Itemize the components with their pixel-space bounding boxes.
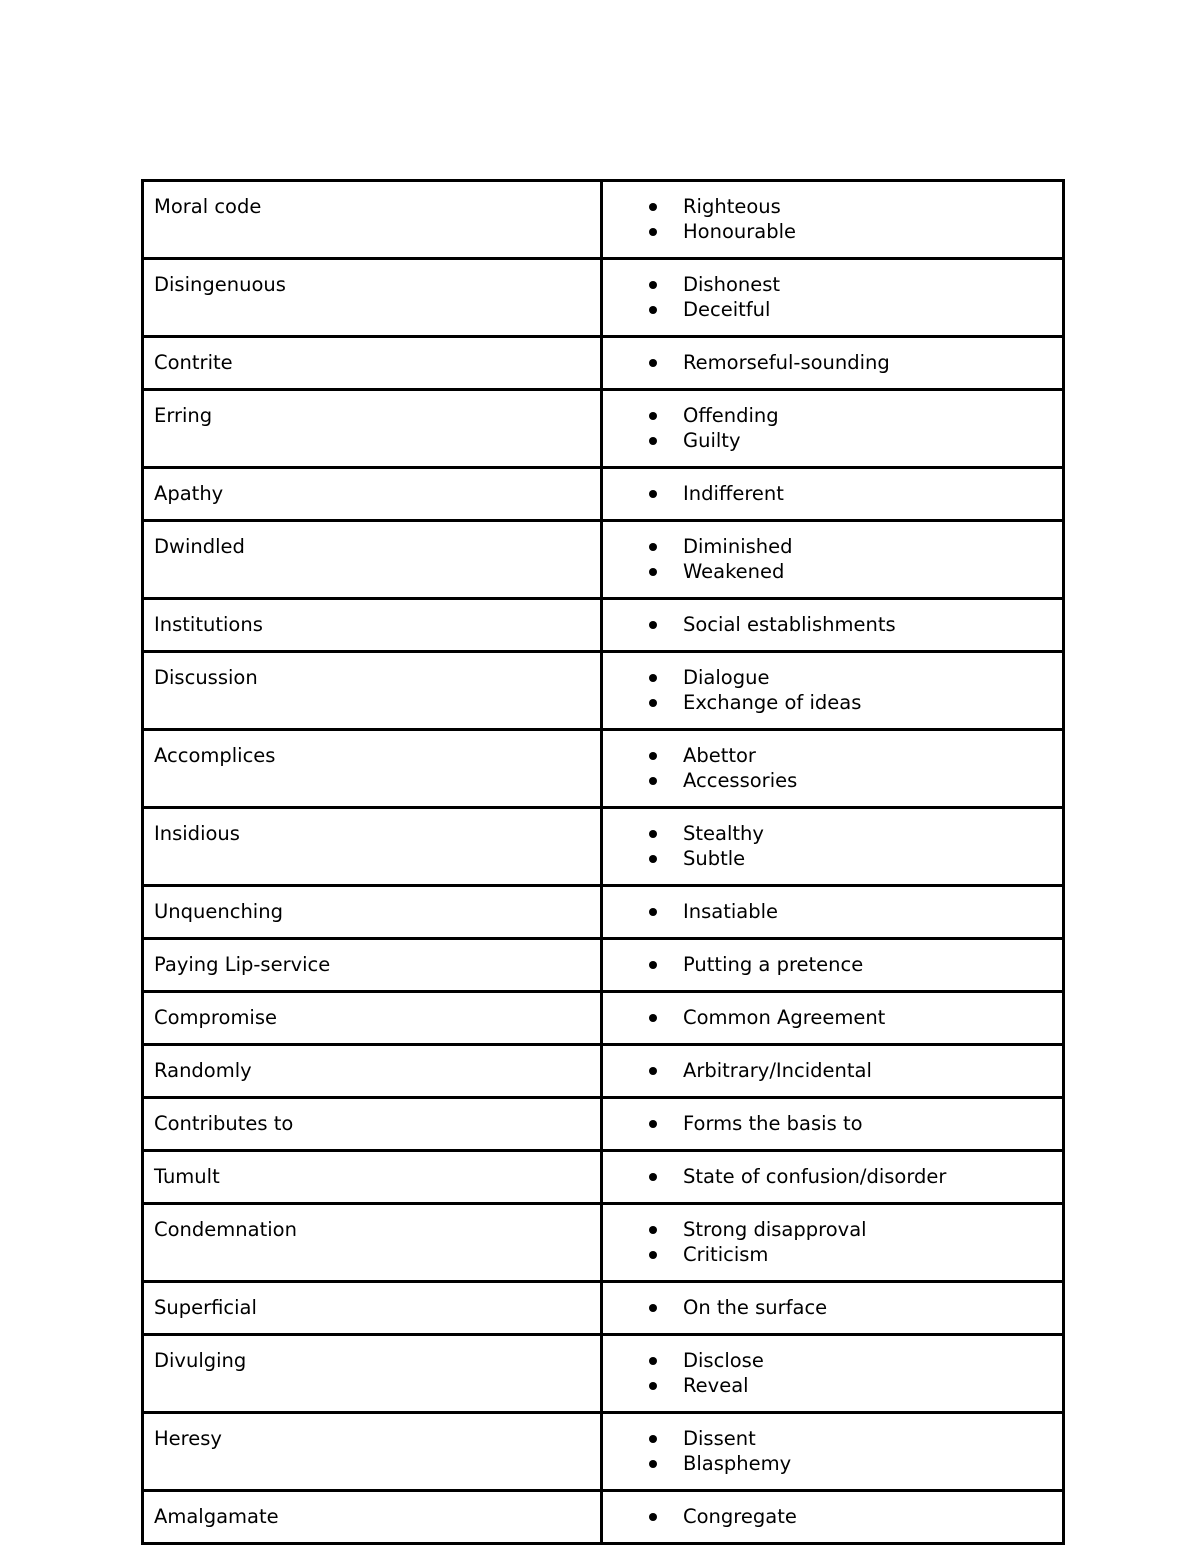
table-row	[143, 939, 1064, 992]
word-cell	[143, 1491, 602, 1544]
word-text: Discussion	[154, 666, 258, 689]
synonym-item: Dishonest	[683, 272, 1052, 297]
synonym-item: Diminished	[683, 534, 1052, 559]
synonym-list	[613, 612, 1052, 637]
synonym-cell	[602, 730, 1064, 808]
word-text: Dwindled	[154, 535, 245, 558]
synonym-list	[613, 481, 1052, 506]
synonym-list	[613, 1426, 1052, 1476]
synonym-item: Weakened	[683, 559, 1052, 584]
vocabulary-table-body	[143, 181, 1064, 1544]
synonym-cell	[602, 259, 1064, 337]
word-cell	[143, 337, 602, 390]
synonym-cell	[602, 521, 1064, 599]
table-row	[143, 1491, 1064, 1544]
table-row	[143, 730, 1064, 808]
synonym-item: Blasphemy	[683, 1451, 1052, 1476]
synonym-list	[613, 743, 1052, 793]
synonym-item: Deceitful	[683, 297, 1052, 322]
word-cell	[143, 259, 602, 337]
synonym-item: State of confusion/disorder	[683, 1164, 1052, 1189]
synonym-item: Disclose	[683, 1348, 1052, 1373]
synonym-item: Strong disapproval	[683, 1217, 1052, 1242]
word-text: Moral code	[154, 195, 262, 218]
synonym-cell	[602, 1282, 1064, 1335]
word-cell	[143, 992, 602, 1045]
word-text: Insidious	[154, 822, 240, 845]
synonym-item: Righteous	[683, 194, 1052, 219]
synonym-list	[613, 665, 1052, 715]
word-cell	[143, 1335, 602, 1413]
synonym-item: Dissent	[683, 1426, 1052, 1451]
word-cell	[143, 390, 602, 468]
table-row	[143, 521, 1064, 599]
word-text: Unquenching	[154, 900, 283, 923]
synonym-list	[613, 1058, 1052, 1083]
word-cell	[143, 1098, 602, 1151]
synonym-list	[613, 952, 1052, 977]
word-cell	[143, 652, 602, 730]
synonym-cell	[602, 1335, 1064, 1413]
synonym-item: Honourable	[683, 219, 1052, 244]
word-text: Superficial	[154, 1296, 257, 1319]
synonym-cell	[602, 1491, 1064, 1544]
synonym-list	[613, 194, 1052, 244]
word-text: Tumult	[154, 1165, 220, 1188]
synonym-item: Subtle	[683, 846, 1052, 871]
word-text: Contrite	[154, 351, 233, 374]
word-text: Compromise	[154, 1006, 278, 1029]
word-text: Paying Lip-service	[154, 953, 331, 976]
synonym-cell	[602, 808, 1064, 886]
synonym-item: Putting a pretence	[683, 952, 1052, 977]
synonym-cell	[602, 886, 1064, 939]
word-cell	[143, 939, 602, 992]
table-row	[143, 390, 1064, 468]
table-row	[143, 1204, 1064, 1282]
table-row	[143, 181, 1064, 259]
word-cell	[143, 886, 602, 939]
table-row	[143, 992, 1064, 1045]
word-text: Institutions	[154, 613, 263, 636]
synonym-item: Criticism	[683, 1242, 1052, 1267]
table-row	[143, 1045, 1064, 1098]
synonym-item: Dialogue	[683, 665, 1052, 690]
synonym-cell	[602, 468, 1064, 521]
word-text: Disingenuous	[154, 273, 286, 296]
synonym-cell	[602, 337, 1064, 390]
synonym-item: Guilty	[683, 428, 1052, 453]
synonym-list	[613, 1111, 1052, 1136]
synonym-cell	[602, 1204, 1064, 1282]
synonym-item: Social establishments	[683, 612, 1052, 637]
table-row	[143, 1098, 1064, 1151]
synonym-list	[613, 1005, 1052, 1030]
synonym-cell	[602, 939, 1064, 992]
table-row	[143, 337, 1064, 390]
synonym-list	[613, 899, 1052, 924]
synonym-item: Accessories	[683, 768, 1052, 793]
word-cell	[143, 468, 602, 521]
word-text: Randomly	[154, 1059, 252, 1082]
synonym-item: Forms the basis to	[683, 1111, 1052, 1136]
table-row	[143, 1413, 1064, 1491]
synonym-list	[613, 1295, 1052, 1320]
word-text: Accomplices	[154, 744, 276, 767]
synonym-item: Exchange of ideas	[683, 690, 1052, 715]
synonym-list	[613, 272, 1052, 322]
synonym-list	[613, 534, 1052, 584]
synonym-cell	[602, 1045, 1064, 1098]
synonym-item: Stealthy	[683, 821, 1052, 846]
synonym-item: Insatiable	[683, 899, 1052, 924]
synonym-list	[613, 1217, 1052, 1267]
word-text: Condemnation	[154, 1218, 297, 1241]
synonym-cell	[602, 181, 1064, 259]
word-cell	[143, 1413, 602, 1491]
synonym-cell	[602, 390, 1064, 468]
table-row	[143, 1335, 1064, 1413]
word-cell	[143, 599, 602, 652]
table-row	[143, 1151, 1064, 1204]
synonym-list	[613, 1504, 1052, 1529]
word-text: Heresy	[154, 1427, 222, 1450]
synonym-cell	[602, 1151, 1064, 1204]
synonym-list	[613, 350, 1052, 375]
synonym-cell	[602, 992, 1064, 1045]
table-row	[143, 652, 1064, 730]
table-row	[143, 886, 1064, 939]
word-text: Erring	[154, 404, 213, 427]
synonym-item: Arbitrary/Incidental	[683, 1058, 1052, 1083]
synonym-item: Congregate	[683, 1504, 1052, 1529]
table-row	[143, 808, 1064, 886]
word-cell	[143, 808, 602, 886]
word-cell	[143, 1282, 602, 1335]
table-row	[143, 599, 1064, 652]
synonym-item: On the surface	[683, 1295, 1052, 1320]
table-row	[143, 259, 1064, 337]
vocabulary-table	[141, 179, 1065, 1545]
word-text: Apathy	[154, 482, 224, 505]
synonym-cell	[602, 1098, 1064, 1151]
synonym-item: Abettor	[683, 743, 1052, 768]
synonym-list	[613, 403, 1052, 453]
word-cell	[143, 730, 602, 808]
synonym-cell	[602, 599, 1064, 652]
synonym-item: Common Agreement	[683, 1005, 1052, 1030]
word-text: Divulging	[154, 1349, 247, 1372]
table-row	[143, 1282, 1064, 1335]
synonym-list	[613, 1164, 1052, 1189]
word-text: Contributes to	[154, 1112, 294, 1135]
word-cell	[143, 1204, 602, 1282]
synonym-item: Offending	[683, 403, 1052, 428]
synonym-cell	[602, 1413, 1064, 1491]
table-row	[143, 468, 1064, 521]
synonym-list	[613, 821, 1052, 871]
synonym-list	[613, 1348, 1052, 1398]
synonym-item: Reveal	[683, 1373, 1052, 1398]
word-cell	[143, 521, 602, 599]
word-cell	[143, 181, 602, 259]
word-cell	[143, 1151, 602, 1204]
synonym-cell	[602, 652, 1064, 730]
synonym-item: Remorseful-sounding	[683, 350, 1052, 375]
word-text: Amalgamate	[154, 1505, 279, 1528]
synonym-item: Indifferent	[683, 481, 1052, 506]
word-cell	[143, 1045, 602, 1098]
